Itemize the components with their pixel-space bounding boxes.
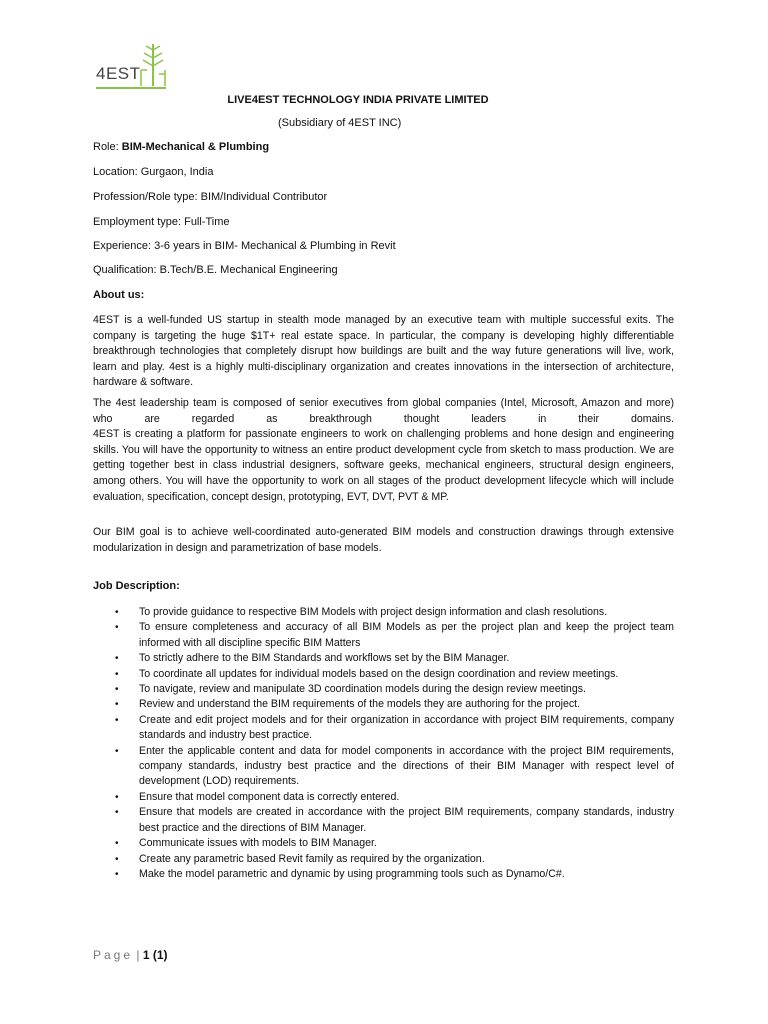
about-heading: About us: xyxy=(93,289,145,301)
job-description-heading: Job Description: xyxy=(93,580,180,592)
page-number: 1 (1) xyxy=(142,948,168,962)
job-description-text: To strictly adhere to the BIM Standards and workflows set by the BIM Manager. xyxy=(139,652,510,665)
bullet-icon: • xyxy=(115,838,119,850)
about-paragraph-1: 4EST is a well-funded US startup in stealth mode managed by an executive team with multiple successful exits. The company is targeting the huge $1T+ real estate space. In particular, the company is developing highly differentiable breakthrough technologies that completely disrupt how buildings are built and the way future generations will live, work, learn and play. 4est is a highly multi-disciplinary organization and creates innovations in the intersection of architecture, hardware & software. xyxy=(93,314,674,389)
bullet-icon: • xyxy=(115,807,119,819)
bullet-icon: • xyxy=(115,607,119,618)
job-description-item xyxy=(93,852,674,867)
job-description-list xyxy=(93,605,674,882)
job-description-text: Communicate issues with models to BIM Manager. xyxy=(139,837,377,850)
job-description-text: Review and understand the BIM requirements of the models they are authoring for the project. xyxy=(139,698,581,711)
job-description-text: Ensure that model component data is correctly entered. xyxy=(139,790,400,803)
tree-logo-icon xyxy=(138,40,168,88)
job-description-text: Enter the applicable content and data for model components in accordance with the project BIM requirements, company standards, industry best practice and the directions of their BIM Manager with respect level of development (LOD) requirements. xyxy=(139,744,674,788)
company-name: LIVE4EST TECHNOLOGY INDIA PRIVATE LIMITED xyxy=(227,94,489,106)
role-value: BIM-Mechanical & Plumbing xyxy=(121,141,270,153)
job-description-text: To coordinate all updates for individual models based on the design coordination and review meetings. xyxy=(139,667,619,680)
job-description-item xyxy=(93,682,674,697)
job-description-text: To ensure completeness and accuracy of all BIM Models as per the project plan and keep the project team informed with all discipline specific BIM Matters xyxy=(139,621,674,649)
location-field: Location: Gurgaon, India xyxy=(93,166,214,178)
bullet-icon: • xyxy=(115,684,119,696)
bullet-icon: • xyxy=(115,653,119,665)
bullet-icon: • xyxy=(115,714,119,726)
bullet-icon: • xyxy=(115,853,119,865)
bullet-icon: • xyxy=(115,868,119,880)
about-paragraph-3: Our BIM goal is to achieve well-coordinated auto-generated BIM models and construction drawings through extensive modularization in design and parametrization of base models. xyxy=(93,526,674,554)
bullet-icon: • xyxy=(115,699,119,711)
profession-field: Profession/Role type: BIM/Individual Contributor xyxy=(93,191,328,203)
role-label: Role: xyxy=(93,141,122,153)
job-description-item xyxy=(93,867,674,882)
job-description-item xyxy=(93,836,674,851)
logo-underline xyxy=(96,87,166,89)
bullet-icon: • xyxy=(115,668,119,680)
job-description-item xyxy=(93,713,674,744)
experience-field: Experience: 3-6 years in BIM- Mechanical & Plumbing in Revit xyxy=(93,240,396,252)
job-description-text: To navigate, review and manipulate 3D coordination models during the design review meetings. xyxy=(139,683,586,696)
job-description-text: Create any parametric based Revit family as required by the organization. xyxy=(139,852,485,865)
job-description-text: To provide guidance to respective BIM Models with project design information and clash resolutions. xyxy=(139,606,608,618)
about-paragraph-2 xyxy=(93,396,674,505)
logo-text: 4EST xyxy=(96,64,141,83)
bullet-icon: • xyxy=(115,622,119,634)
job-description-item xyxy=(93,620,674,651)
bullet-icon: • xyxy=(115,745,119,757)
company-logo xyxy=(94,40,170,92)
job-description-item xyxy=(93,651,674,666)
job-description-item xyxy=(93,744,674,790)
subsidiary-note: (Subsidiary of 4EST INC) xyxy=(278,117,402,129)
job-description-text: Ensure that models are created in accordance with the project BIM requirements, company standards, industry best practice and the directions of BIM Manager. xyxy=(139,806,674,834)
employment-field: Employment type: Full-Time xyxy=(93,216,230,228)
qualification-field: Qualification: B.Tech/B.E. Mechanical Engineering xyxy=(93,264,338,276)
page-word: Page xyxy=(93,948,134,962)
job-description-item xyxy=(93,697,674,712)
platform-text: 4EST is creating a platform for passionate engineers to work on challenging problems and hone design and engineering skills. You will have the opportunity to witness an entire product development cycle from sketch to mass production. We are getting together best in class industrial designers, software geeks, mechanical engineers, structural design engineers, among others. You will have the opportunity to work on all stages of the product development lifecycle which will include evaluation, specification, concept design, prototyping, EVT, DVT, PVT & MP. xyxy=(93,428,674,503)
job-description-item xyxy=(93,805,674,836)
job-description-item xyxy=(93,605,674,620)
job-description-text: Make the model parametric and dynamic by using programming tools such as Dynamo/C#. xyxy=(139,867,565,880)
page-footer xyxy=(93,948,168,962)
job-description-text: Create and edit project models and for their organization in accordance with project BIM requirements, company standards and industry best practice. xyxy=(139,713,674,742)
job-description-item xyxy=(93,790,674,805)
bullet-icon: • xyxy=(115,791,119,803)
leadership-text: The 4est leadership team is composed of senior executives from global companies (Intel, Microsoft, Amazon and more) who are regarded as breakthrough thought leaders in their domains. xyxy=(93,397,674,425)
role-field xyxy=(93,141,269,153)
job-description-item xyxy=(93,667,674,682)
page-separator: | xyxy=(133,948,143,962)
